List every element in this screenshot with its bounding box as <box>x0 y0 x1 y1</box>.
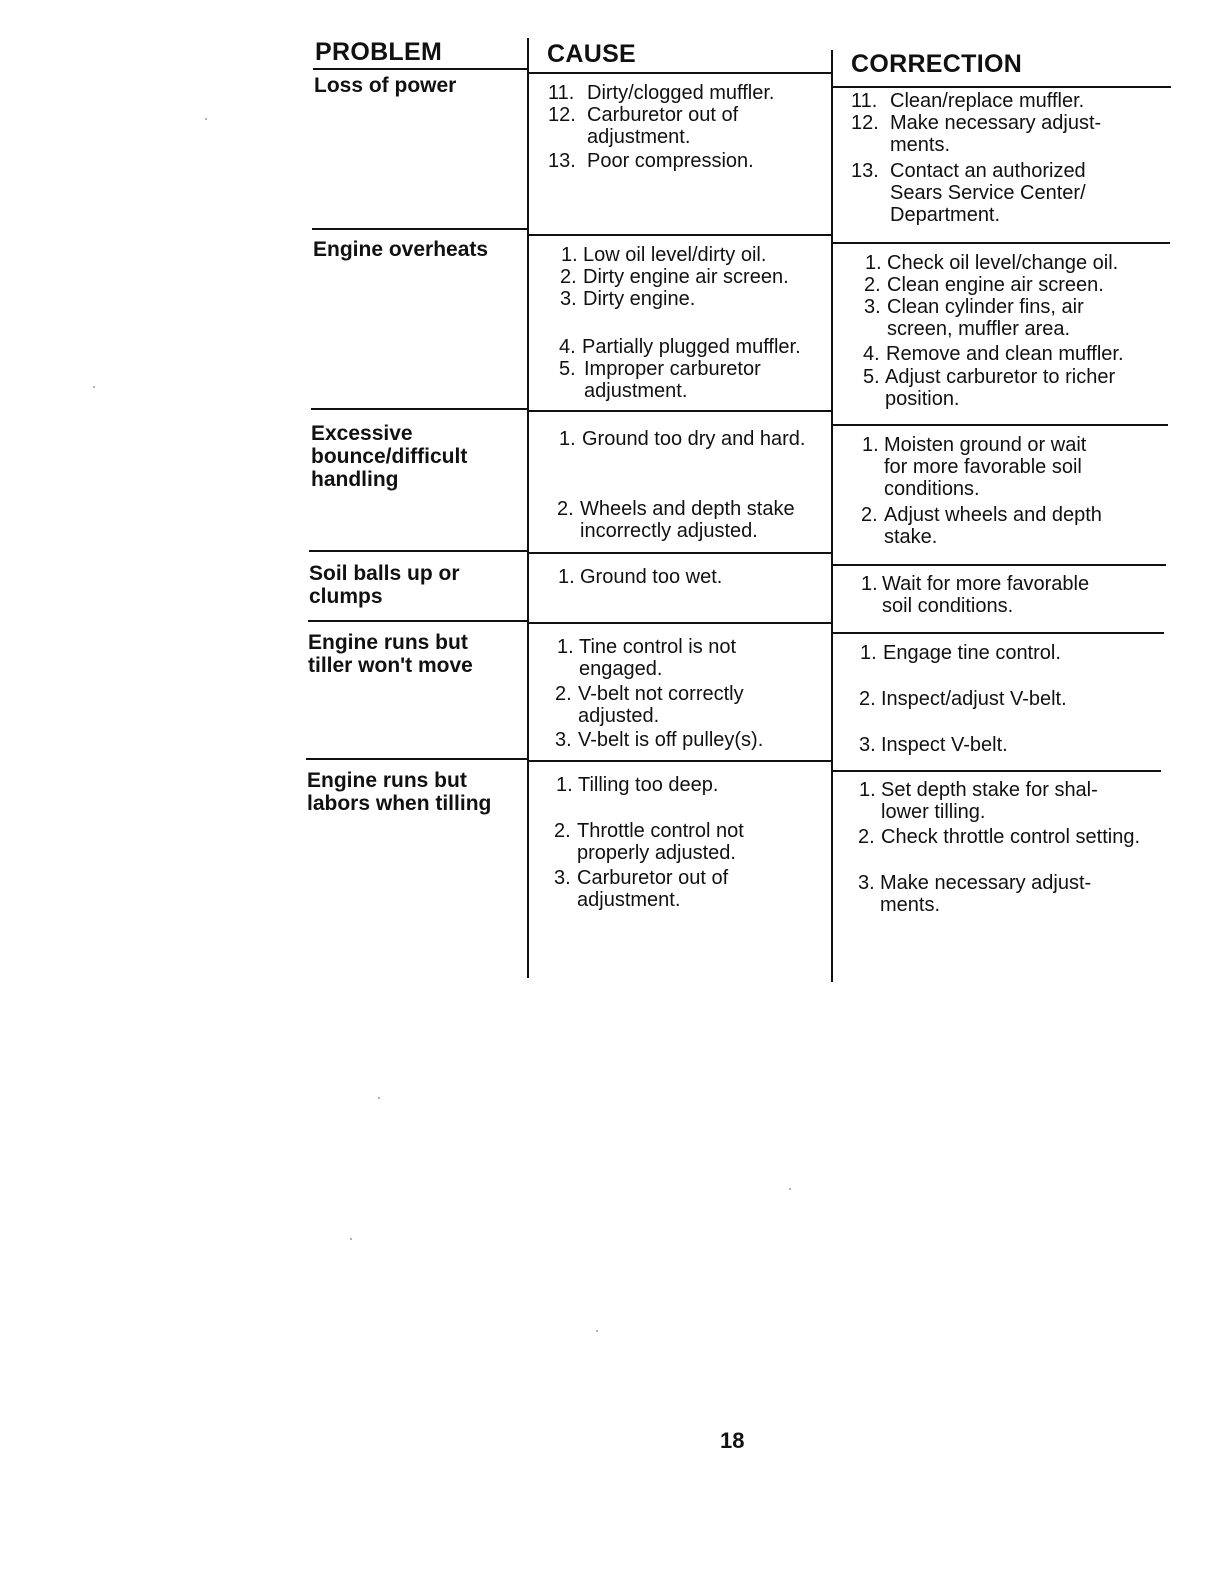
scan-speck <box>596 1330 598 1332</box>
cause-item <box>557 636 736 680</box>
item-number: 12. <box>548 104 576 126</box>
item-text: Poor compression. <box>587 150 754 172</box>
item-text: Dirty engine. <box>583 288 696 310</box>
item-number: 13. <box>548 150 576 172</box>
item-text: Low oil level/dirty oil. <box>583 244 767 266</box>
correction-column-header: CORRECTION <box>851 50 1023 78</box>
cause-item <box>558 566 722 588</box>
cause-item <box>554 820 744 864</box>
problem-cell: Excessive bounce/difficult handling <box>311 422 468 491</box>
item-number: 2. <box>859 688 876 710</box>
item-text: Engage tine control. <box>883 642 1061 664</box>
item-number: 11. <box>851 90 878 112</box>
scan-speck <box>93 386 95 388</box>
item-number: 13. <box>851 160 879 182</box>
item-text: Check oil level/change oil. <box>887 252 1119 274</box>
correction-item <box>861 504 1102 548</box>
item-text: Clean/replace muffler. <box>890 90 1085 112</box>
item-text: Clean engine air screen. <box>887 274 1104 296</box>
correction-item <box>859 779 1098 823</box>
item-text: Adjust wheels and depth stake. <box>884 504 1102 548</box>
item-number: 2. <box>560 266 577 288</box>
cause-item <box>559 428 805 450</box>
row-divider <box>529 622 831 624</box>
item-text: Adjust carburetor to richer position. <box>885 366 1116 410</box>
problem-column-header: PROBLEM <box>315 38 443 66</box>
item-text: Inspect V-belt. <box>881 734 1008 756</box>
item-number: 3. <box>554 867 571 889</box>
item-number: 1. <box>865 252 882 274</box>
correction-item <box>859 688 1067 710</box>
item-text: Ground too dry and hard. <box>582 428 806 450</box>
correction-item <box>858 872 1091 916</box>
item-text: Set depth stake for shal- lower tilling. <box>881 779 1098 823</box>
item-text: Make necessary adjust- ments. <box>880 872 1092 916</box>
item-number: 1. <box>557 636 574 658</box>
item-text: Partially plugged muffler. <box>582 336 801 358</box>
row-divider <box>529 72 831 74</box>
item-number: 1. <box>561 244 578 266</box>
scan-speck <box>378 1097 380 1099</box>
item-number: 1. <box>860 642 877 664</box>
correction-item <box>865 252 1118 274</box>
correction-item <box>864 274 1104 296</box>
item-text: Carburetor out of adjustment. <box>587 104 739 148</box>
row-divider <box>308 620 527 622</box>
problem-cell: Soil balls up or clumps <box>309 562 460 608</box>
item-text: V-belt not correctly adjusted. <box>578 683 744 727</box>
correction-item <box>864 296 1084 340</box>
row-divider <box>529 410 831 412</box>
cause-item <box>555 683 744 727</box>
item-text: Wait for more favorable soil conditions. <box>882 573 1090 617</box>
row-divider <box>833 632 1164 634</box>
item-text: V-belt is off pulley(s). <box>578 729 764 751</box>
item-number: 3. <box>859 734 876 756</box>
correction-item <box>860 642 1061 664</box>
correction-item <box>858 826 1140 848</box>
correction-item <box>861 573 1089 617</box>
cause-item <box>548 150 754 172</box>
correction-item <box>851 112 1101 156</box>
cause-item <box>557 498 795 542</box>
row-divider <box>313 68 527 70</box>
correction-item <box>851 90 1084 112</box>
item-number: 1. <box>558 566 575 588</box>
item-number: 4. <box>559 336 576 358</box>
item-text: Wheels and depth stake incorrectly adjusted. <box>580 498 795 542</box>
row-divider <box>311 408 527 410</box>
row-divider <box>833 242 1170 244</box>
cause-item <box>560 266 789 288</box>
item-number: 1. <box>861 573 878 595</box>
correction-item <box>863 343 1124 365</box>
item-number: 3. <box>858 872 875 894</box>
cause-item <box>555 729 763 751</box>
row-divider <box>833 424 1168 426</box>
item-number: 5. <box>559 358 576 380</box>
row-divider <box>529 760 831 762</box>
scan-speck <box>350 1238 352 1240</box>
item-number: 11. <box>548 82 575 104</box>
item-number: 1. <box>859 779 876 801</box>
item-text: Check throttle control setting. <box>881 826 1141 848</box>
item-number: 2. <box>861 504 878 526</box>
item-text: Carburetor out of adjustment. <box>577 867 729 911</box>
item-number: 2. <box>858 826 875 848</box>
cause-column-divider <box>527 38 529 978</box>
item-text: Dirty/clogged muffler. <box>587 82 775 104</box>
item-text: Ground too wet. <box>580 566 723 588</box>
cause-item <box>561 244 766 266</box>
cause-item <box>559 336 801 358</box>
scan-speck <box>789 1188 791 1190</box>
correction-column-divider <box>831 50 833 982</box>
row-divider <box>306 758 527 760</box>
problem-cell: Engine runs but labors when tilling <box>307 769 492 815</box>
scan-speck <box>205 118 207 120</box>
problem-cell: Engine overheats <box>313 238 489 261</box>
row-divider <box>833 86 1171 88</box>
correction-item <box>862 434 1086 500</box>
item-number: 5. <box>863 366 880 388</box>
item-text: Contact an authorized Sears Service Center/ Department. <box>890 160 1086 226</box>
correction-item <box>851 160 1086 226</box>
item-number: 1. <box>862 434 879 456</box>
item-number: 1. <box>559 428 576 450</box>
item-number: 3. <box>560 288 577 310</box>
item-text: Make necessary adjust- ments. <box>890 112 1102 156</box>
item-number: 2. <box>864 274 881 296</box>
item-number: 2. <box>554 820 571 842</box>
cause-item <box>554 867 728 911</box>
problem-cell: Engine runs but tiller won't move <box>308 631 473 677</box>
item-text: Throttle control not properly adjusted. <box>577 820 744 864</box>
item-number: 3. <box>864 296 881 318</box>
cause-item <box>559 358 761 402</box>
cause-item <box>548 104 738 148</box>
item-number: 12. <box>851 112 879 134</box>
item-text: Improper carburetor adjustment. <box>584 358 761 402</box>
row-divider <box>529 234 831 236</box>
correction-item <box>859 734 1008 756</box>
page-number: 18 <box>720 1428 745 1453</box>
item-text: Dirty engine air screen. <box>583 266 789 288</box>
row-divider <box>312 228 527 230</box>
item-number: 4. <box>863 343 880 365</box>
row-divider <box>833 770 1161 772</box>
item-number: 1. <box>556 774 573 796</box>
row-divider <box>833 564 1166 566</box>
cause-item <box>556 774 718 796</box>
item-text: Inspect/adjust V-belt. <box>881 688 1067 710</box>
problem-cell: Loss of power <box>314 74 457 97</box>
item-text: Tilling too deep. <box>578 774 719 796</box>
item-text: Remove and clean muffler. <box>886 343 1124 365</box>
item-text: Tine control is not engaged. <box>579 636 737 680</box>
cause-item <box>548 82 775 104</box>
item-number: 2. <box>557 498 574 520</box>
correction-item <box>863 366 1115 410</box>
item-number: 3. <box>555 729 572 751</box>
item-number: 2. <box>555 683 572 705</box>
row-divider <box>309 550 527 552</box>
item-text: Moisten ground or wait for more favorable soil conditions. <box>884 434 1087 500</box>
cause-item <box>560 288 695 310</box>
cause-column-header: CAUSE <box>547 40 637 68</box>
row-divider <box>529 552 831 554</box>
item-text: Clean cylinder fins, air screen, muffler area. <box>887 296 1084 340</box>
